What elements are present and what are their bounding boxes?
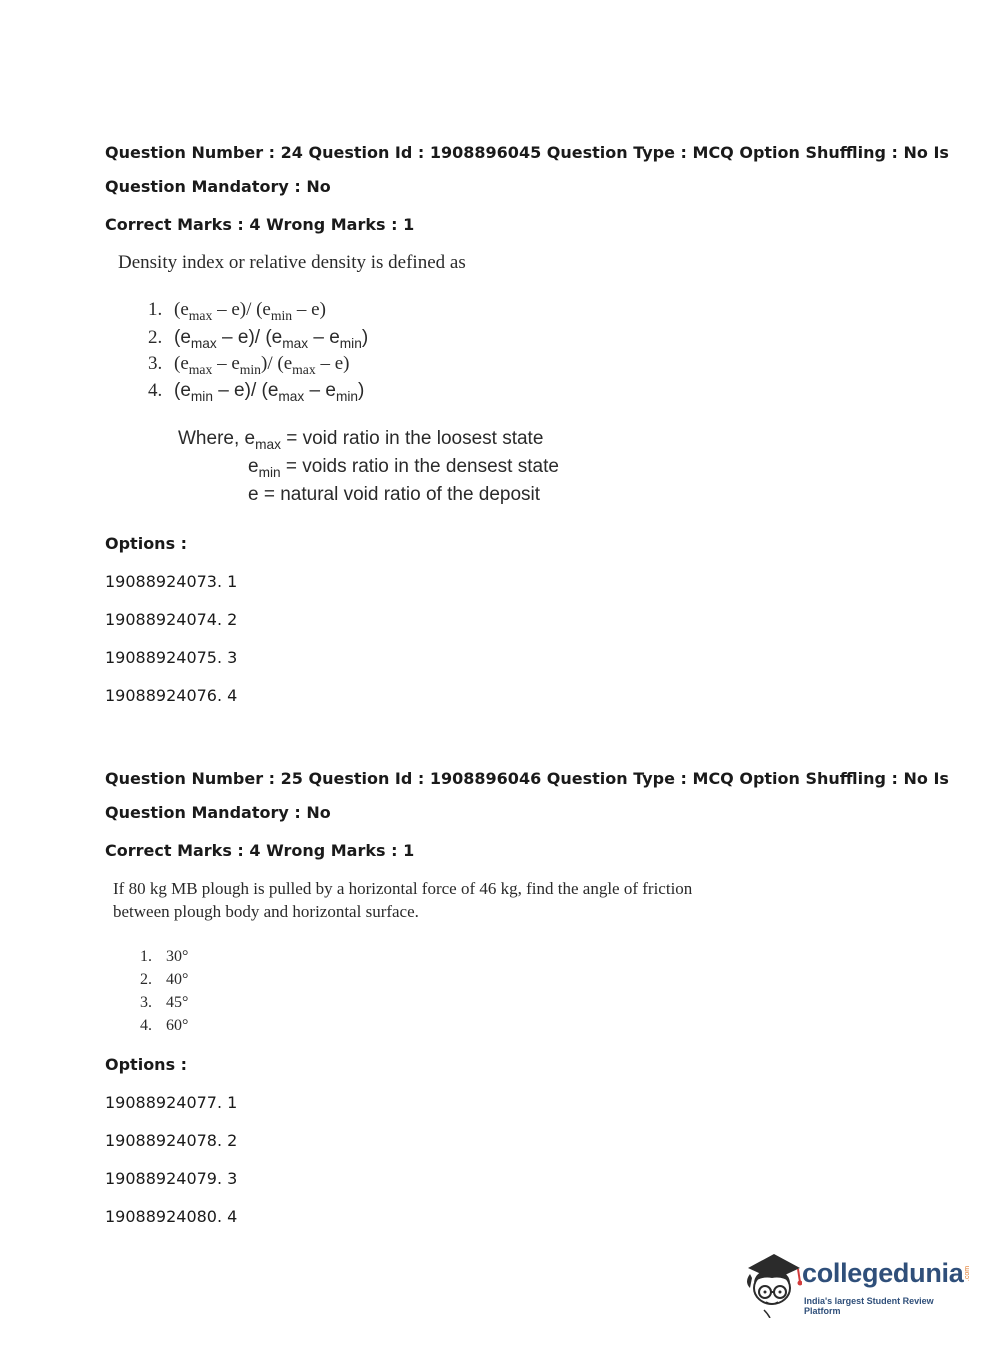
q25-option-3[interactable]: 19088924079. 3 xyxy=(105,1169,238,1188)
q24-where-line3: e = natural void ratio of the deposit xyxy=(248,484,541,505)
q25-header-line1: Question Number : 25 Question Id : 1908896046 Question Type : MCQ Option Shuffling : No Is xyxy=(105,769,949,788)
collegedunia-logo[interactable] xyxy=(742,1248,972,1318)
mascot-icon xyxy=(742,1248,802,1318)
q25-option-4[interactable]: 19088924080. 4 xyxy=(105,1207,238,1226)
q24-option-3[interactable]: 19088924075. 3 xyxy=(105,648,238,667)
q24-option-4[interactable]: 19088924076. 4 xyxy=(105,686,238,705)
q24-marks: Correct Marks : 4 Wrong Marks : 1 xyxy=(105,215,415,234)
logo-wordmark: collegedunia xyxy=(802,1258,964,1288)
q25-stem-line2: between plough body and horizontal surface. xyxy=(113,902,419,921)
q25-choice-2: 2. 40° xyxy=(140,971,189,988)
q25-choice-4: 4. 60° xyxy=(140,1017,189,1034)
q24-choice-2: 2. $(e_{max} - e)/$ $(e_{max} - e_{min})$ xyxy=(148,327,369,351)
logo-com: .com xyxy=(964,1265,972,1282)
q25-marks: Correct Marks : 4 Wrong Marks : 1 xyxy=(105,841,415,860)
q24-header-line2: Question Mandatory : No xyxy=(105,177,331,196)
q24-option-1[interactable]: 19088924073. 1 xyxy=(105,572,238,591)
q24-choice-3: 3. $(e_{max} - e_{min})/$ $(e_{max} - e)$ xyxy=(148,353,350,377)
q24-where-line1: Where, $e_{max}$ = void ratio in the loosest state xyxy=(178,428,544,452)
q25-header-line2: Question Mandatory : No xyxy=(105,803,331,822)
q24-choice-4: 4. $(e_{min} - e)/$ $(e_{max} - e_{min})$ xyxy=(148,380,365,404)
q24-header-line1: Question Number : 24 Question Id : 1908896045 Question Type : MCQ Option Shuffling : No Is xyxy=(105,143,949,162)
q25-option-2[interactable]: 19088924078. 2 xyxy=(105,1131,238,1150)
q25-options-label: Options : xyxy=(105,1055,188,1074)
q24-where-line2: $e_{min}$ = voids ratio in the densest state xyxy=(248,456,559,480)
q25-stem-line1: If 80 kg MB plough is pulled by a horizontal force of 46 kg, find the angle of friction xyxy=(113,879,693,898)
q24-question-stem: Density index or relative density is defined as xyxy=(118,252,466,273)
q25-choice-1: 1. 30° xyxy=(140,948,189,965)
logo-tagline: India's largest Student Review Platform xyxy=(804,1296,934,1316)
q24-options-label: Options : xyxy=(105,534,188,553)
q24-choice-1: 1. $(e_{max} - e)/$ $(e_{min} - e)$ xyxy=(148,299,326,323)
q25-option-1[interactable]: 19088924077. 1 xyxy=(105,1093,238,1112)
q24-option-2[interactable]: 19088924074. 2 xyxy=(105,610,238,629)
q25-choice-3: 3. 45° xyxy=(140,994,189,1011)
